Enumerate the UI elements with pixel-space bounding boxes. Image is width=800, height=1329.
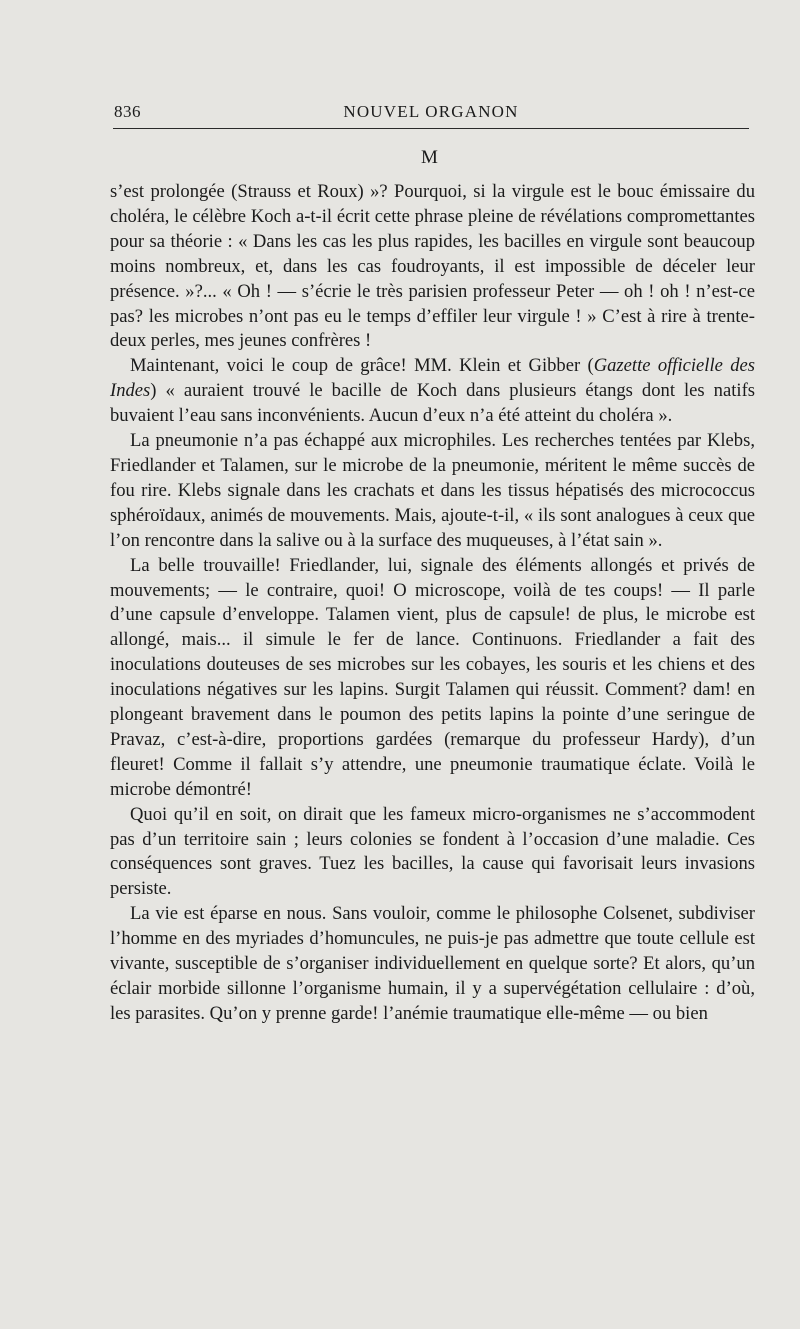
header-rule	[113, 128, 749, 129]
running-title: NOUVEL ORGANON	[343, 102, 519, 121]
section-letter: M	[421, 147, 439, 168]
paragraph-continuation: s’est prolongée (Strauss et Roux) »? Pourquoi, si la virgule est le bouc émissaire du choléra, le célèbre Koch a-t-il écrit cette phrase pleine de révélations compromettantes pour sa théorie : « Dans les cas les plus rapides, les bacilles en virgule sont beaucoup moins nombreux, et, dans les cas foudroyants, il est impossible de déceler leur présence. »?... « Oh ! — s’écrie le très parisien professeur Peter — oh ! oh ! n’est-ce pas? les microbes n’ont pas eu le temps d’effiler leur virgule ! » C’est à rire à trente-deux perles, mes jeunes confrères !	[110, 181, 755, 352]
paragraph-pneumonie: La pneumonie n’a pas échappé aux microphiles. Les recherches tentées par Klebs, Friedlander et Talamen, sur le microbe de la pneumonie, méritent le même succès de fou rire. Klebs signale dans les crachats et dans les tissus hépatisés des micrococcus sphéroïdaux, animés de mouvements. Mais, ajoute-t-il, « ils sont analogues à ceux que l’on rencontre dans la salive ou à la surface des muqueuses, à l’état sain ».	[110, 430, 755, 551]
journal-title: Gazette officielle des Indes	[110, 355, 755, 402]
paragraph-vie-eparse: La vie est éparse en nous. Sans vouloir, comme le philosophe Colsenet, subdiviser l’homme en des myriades d’homuncules, ne puis-je pas admettre que toute cellule est vivante, susceptible de s’organiser individuellement en quelque sorte? Et alors, qu’un éclair morbide sillonne l’organisme humain, il y a supervégétation cellulaire : d’où, les parasites. Qu’on y prenne garde! l’anémie traumatique elle-même — ou bien	[110, 903, 755, 1024]
paragraph-trouvaille: La belle trouvaille! Friedlander, lui, signale des éléments allongés et privés de mouvements; — le contraire, quoi! O microscope, voilà de tes coups! — Il parle d’une capsule d’enveloppe. Talamen vient, plus de capsule! de plus, le microbe est allongé, mais... il simule le fer de lance. Continuons. Friedlander a fait des inoculations douteuses de ses microbes sur les cobayes, les souris et les chiens et des inoculations négatives sur les lapins. Surgit Talamen qui réussit. Comment? dam! en plongeant bravement dans le poumon des petits lapins la pointe d’une seringue de Pravaz, c’est-à-dire, proportions gardées (remarque du professeur Hardy), d’un fleuret! Comme il fallait s’y attendre, une pneumonie traumatique éclate. Voilà le microbe démontré!	[110, 554, 755, 800]
running-head	[112, 100, 750, 126]
paragraph-text: Maintenant, voici le coup de grâce! MM. Klein et Gibber (	[130, 355, 594, 377]
page-number: 836	[114, 102, 141, 121]
paragraph-klein-gibber	[110, 354, 755, 429]
paragraph-text: ) « auraient trouvé le bacille de Koch dans plusieurs étangs dont les natifs buvaient l’eau sans inconvénients. Aucun d’eux n’a été atteint du choléra ».	[110, 380, 755, 427]
body-text	[110, 180, 755, 1027]
paragraph-micro-organismes: Quoi qu’il en soit, on dirait que les fameux micro-organismes ne s’accommodent pas d’un territoire sain ; leurs colonies se fondent à l’occasion d’une maladie. Ces conséquences sont graves. Tuez les bacilles, la cause qui favorisait leurs invasions persiste.	[110, 803, 755, 900]
